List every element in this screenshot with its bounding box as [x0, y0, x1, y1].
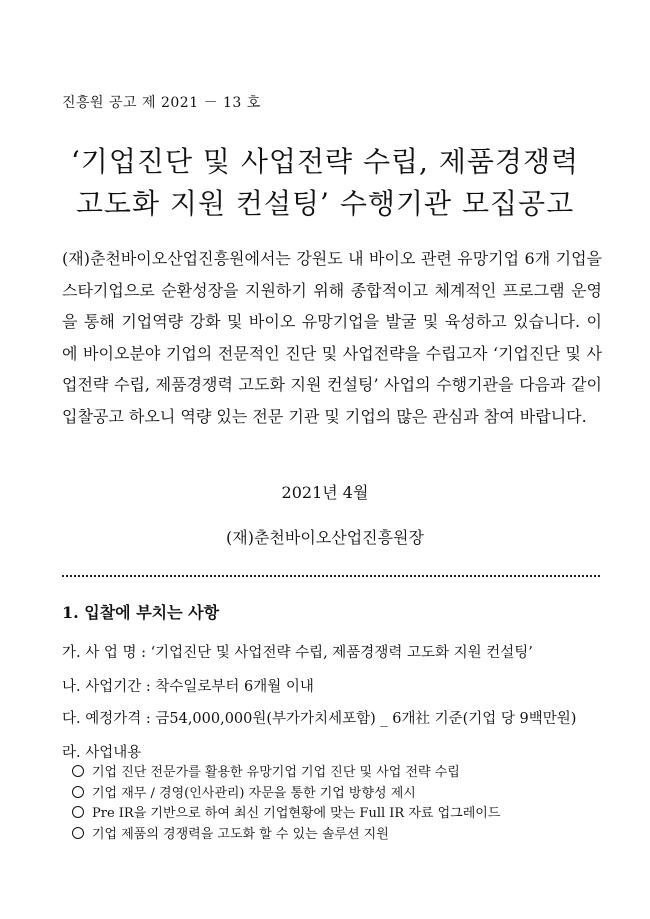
dotted-divider	[62, 575, 600, 577]
notice-number: 진흥원 공고 제 2021 － 13 호	[62, 95, 261, 111]
announcement-date: 2021년 4월	[281, 483, 369, 502]
project-content-list	[72, 763, 500, 845]
list-item-text: Pre IR을 기반으로 하여 최신 기업현황에 맞는 Full IR 자료 업그레이드	[92, 806, 501, 821]
circle-bullet-icon	[72, 786, 84, 798]
announcement-body: (재)춘천바이오산업진흥원에서는 강원도 내 바이오 관련 유망기업 6개 기업을 스타기업으로 순환성장을 지원하기 위해 종합적이고 체계적인 프로그램 운영을 통해 기업역량 강화 및 바이오 유망기업을 발굴 및 육성하고 있습니다. 이에 바이오분야 기업의 전문적인 진단 및 사업전략을 수립고자 ‘기업진단 및 사업전략 수립, 제품경쟁력 고도화 지원 컨설팅’ 사업의 수행기관을 다음과 같이 입찰공고 하오니 역량 있는 전문 기관 및 기업의 많은 관심과 참여 바랍니다.	[62, 249, 602, 426]
issuing-organization: (재)춘천바이오산업진흥원장	[226, 528, 424, 547]
section-title: 1. 입찰에 부치는 사항	[62, 603, 220, 622]
circle-bullet-icon	[72, 806, 84, 818]
list-item	[72, 763, 500, 784]
item-project-period: 나. 사업기간 : 착수일로부터 6개월 이내	[62, 679, 314, 695]
list-item	[72, 804, 500, 825]
list-item	[72, 784, 500, 805]
list-item-text: 기업 제품의 경쟁력을 고도화 할 수 있는 솔루션 지원	[92, 826, 389, 842]
circle-bullet-icon	[72, 765, 84, 777]
item-project-name: 가. 사 업 명 : ‘기업진단 및 사업전략 수립, 제품경쟁력 고도화 지원 컨설팅’	[62, 645, 533, 661]
list-item	[72, 825, 500, 846]
circle-bullet-icon	[72, 827, 84, 839]
list-item-text: 기업 재무 / 경영(인사관리) 자문을 통한 기업 방향성 제시	[92, 785, 416, 801]
item-project-content-heading: 라. 사업내용	[62, 745, 142, 761]
list-item-text: 기업 진단 전문가를 활용한 유망기업 기업 진단 및 사업 전략 수립	[92, 765, 460, 780]
item-estimated-price: 다. 예정가격 : 금54,000,000원(부가가치세포함) _ 6개社 기준(기업 당 9백만원)	[62, 711, 577, 727]
document-title-line-1: ‘기업진단 및 사업전략 수립, 제품경쟁력	[70, 145, 580, 178]
document-title-line-2: 고도화 지원 컨설팅’ 수행기관 모집공고	[75, 187, 575, 220]
